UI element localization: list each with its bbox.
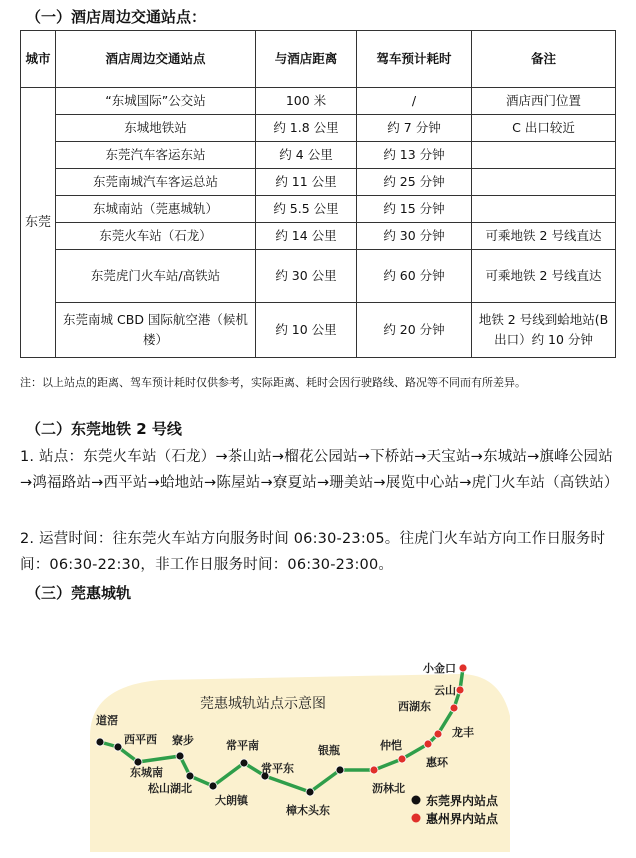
header-time: 驾车预计耗时 [357,31,472,88]
station-dot [336,766,344,774]
table-row [21,223,616,250]
distance-cell: 100 米 [256,88,357,115]
table-row [21,250,616,303]
rail-station-map [80,646,540,852]
legend-huizhou-label: 惠州界内站点 [426,812,499,826]
remark-cell: 可乘地铁 2 号线直达 [472,223,616,250]
station-dot [450,704,458,712]
station-dot [398,755,406,763]
city-cell: 东莞 [21,88,56,358]
legend-dongguan-label: 东莞界内站点 [426,794,499,808]
remark-cell: C 出口较近 [472,115,616,142]
station-cell: 东城地铁站 [56,115,256,142]
station-label: 东城南 [130,766,163,779]
section-heading-hotel-transport: （一）酒店周边交通站点： [26,8,207,26]
station-label: 惠环 [426,756,448,769]
station-cell: 东莞南城 CBD 国际航空港（候机楼） [56,303,256,358]
station-cell: 东莞火车站（石龙） [56,223,256,250]
header-remark: 备注 [472,31,616,88]
station-cell: 东莞南城汽车客运总站 [56,169,256,196]
station-label: 常平南 [226,739,259,752]
remark-cell: 可乘地铁 2 号线直达 [472,250,616,303]
time-cell: 约 30 分钟 [357,223,472,250]
table-row [21,169,616,196]
station-dot [114,743,122,751]
station-label: 大朗镇 [215,794,248,807]
distance-cell: 约 14 公里 [256,223,357,250]
station-dot [459,664,467,672]
station-label: 樟木头东 [286,804,330,817]
station-label: 银瓶 [318,744,340,757]
time-cell: 约 25 分钟 [357,169,472,196]
station-label: 寮步 [172,734,194,747]
table-row [21,196,616,223]
station-dot [240,759,248,767]
table-row [21,303,616,358]
distance-cell: 约 1.8 公里 [256,115,357,142]
table-row [21,88,616,115]
remark-cell [472,142,616,169]
station-label: 沥林北 [372,782,405,795]
legend-huizhou-dot [412,814,421,823]
metro-stations-text: 1. 站点：东莞火车站（石龙）→茶山站→榴花公园站→下桥站→天宝站→东城站→旗峰公园站→鸿福路站→西平站→蛤地站→陈屋站→寮夏站→珊美站→展览中心站→虎门火车站（高铁站） [20,449,619,491]
table-row [21,115,616,142]
station-label: 常平东 [261,762,294,775]
header-city: 城市 [21,31,56,88]
section-heading-metro-line-2: （二）东莞地铁 2 号线 [26,420,182,438]
remark-cell: 酒店西门位置 [472,88,616,115]
station-dot [176,752,184,760]
station-label: 龙丰 [452,726,474,739]
distance-cell: 约 5.5 公里 [256,196,357,223]
station-dot [209,782,217,790]
station-label: 仲恺 [380,739,402,752]
header-station: 酒店周边交通站点 [56,31,256,88]
station-label: 松山湖北 [148,782,192,795]
section-heading-intercity-rail: （三）莞惠城轨 [26,584,132,602]
station-cell: 东莞汽车客运东站 [56,142,256,169]
station-dot [186,772,194,780]
transport-table [20,30,616,358]
station-dot [306,788,314,796]
station-dot [456,686,464,694]
distance-cell: 约 30 公里 [256,250,357,303]
station-label: 小金口 [423,662,456,675]
map-title: 莞惠城轨站点示意图 [200,696,326,712]
station-dot [424,740,432,748]
station-dot [434,730,442,738]
remark-cell: 地铁 2 号线到蛤地站(B 出口）约 10 分钟 [472,303,616,358]
station-cell: 东莞虎门火车站/高铁站 [56,250,256,303]
station-label: 道滘 [96,714,118,727]
time-cell: / [357,88,472,115]
time-cell: 约 7 分钟 [357,115,472,142]
station-dot [370,766,378,774]
time-cell: 约 13 分钟 [357,142,472,169]
station-cell: 东城南站（莞惠城轨） [56,196,256,223]
remark-cell [472,196,616,223]
time-cell: 约 20 分钟 [357,303,472,358]
time-cell: 约 15 分钟 [357,196,472,223]
table-note: 注：以上站点的距离、驾车预计耗时仅供参考，实际距离、耗时会因行驶路线、路况等不同而有所差异。 [20,376,526,389]
remark-cell [472,169,616,196]
station-label: 西湖东 [398,700,431,713]
station-label: 西平西 [124,733,157,746]
station-label: 云山 [434,684,456,697]
legend-dongguan-dot [412,796,421,805]
station-dot [134,758,142,766]
table-row [21,142,616,169]
header-distance: 与酒店距离 [256,31,357,88]
table-header-row [21,31,616,88]
distance-cell: 约 4 公里 [256,142,357,169]
distance-cell: 约 10 公里 [256,303,357,358]
distance-cell: 约 11 公里 [256,169,357,196]
time-cell: 约 60 分钟 [357,250,472,303]
station-cell: “东城国际”公交站 [56,88,256,115]
station-dot [96,738,104,746]
metro-hours-text: 2. 运营时间：往东莞火车站方向服务时间 06:30-23:05。往虎门火车站方向工作日服务时间：06:30-22:30，非工作日服务时间：06:30-23:00。 [20,531,606,573]
